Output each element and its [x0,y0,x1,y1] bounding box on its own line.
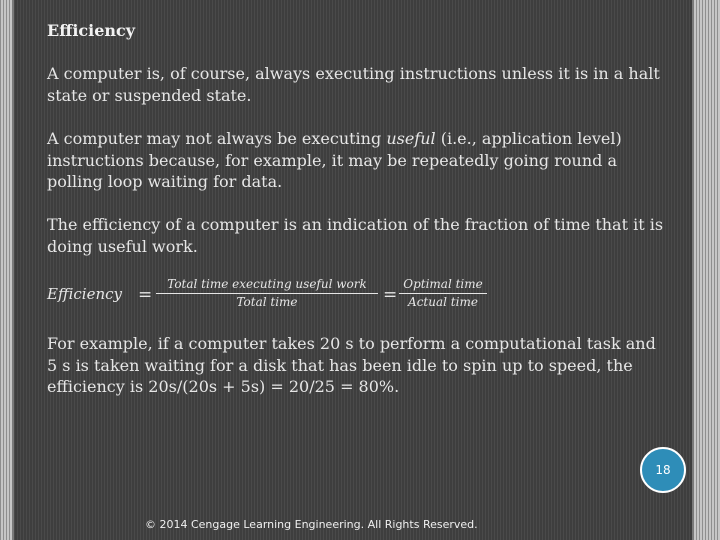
formula-fraction-2 [399,276,487,311]
formula-fraction-1-numerator: Total time executing useful work [156,276,378,294]
paragraph-useful-text-a: A computer may not always be executing [47,129,387,148]
copyright-footer: © 2014 Cengage Learning Engineering. All Rights Reserved. [145,518,478,531]
panel-right-edge [692,0,694,540]
paragraph-efficiency-definition: The efficiency of a computer is an indication of the fraction of time that it is doing useful work. [47,215,664,256]
paragraph-useful-emphasis: useful [386,129,436,148]
panel-left-edge [12,0,14,540]
paragraph-halt-state: A computer is, of course, always executing instructions unless it is in a halt state or suspended state. [47,64,660,105]
page-number-badge: 18 [640,447,686,493]
formula-fraction-2-numerator: Optimal time [399,276,487,294]
slide-title: Efficiency [47,21,136,40]
formula-equals-sign-2: = [383,285,398,305]
formula-fraction-2-denominator: Actual time [408,295,478,309]
formula-fraction-1-denominator: Total time [236,295,298,309]
formula-equals-sign: = [138,285,153,305]
efficiency-formula [47,276,507,316]
paragraph-useful-instructions [47,128,667,193]
paragraph-example: For example, if a computer takes 20 s to perform a computational task and 5 s is taken waiting for a disk that has been idle to spin up to speed, the efficiency is 20s/(20s + 5s) = 20/25 = 80%. [47,334,656,396]
paragraph-useful-text-b: (i.e., application level) instructions because, for example, it may be repeatedly going round a polling loop waiting for data. [47,129,622,191]
formula-lhs: Efficiency [47,285,122,303]
formula-fraction-1 [156,276,378,311]
